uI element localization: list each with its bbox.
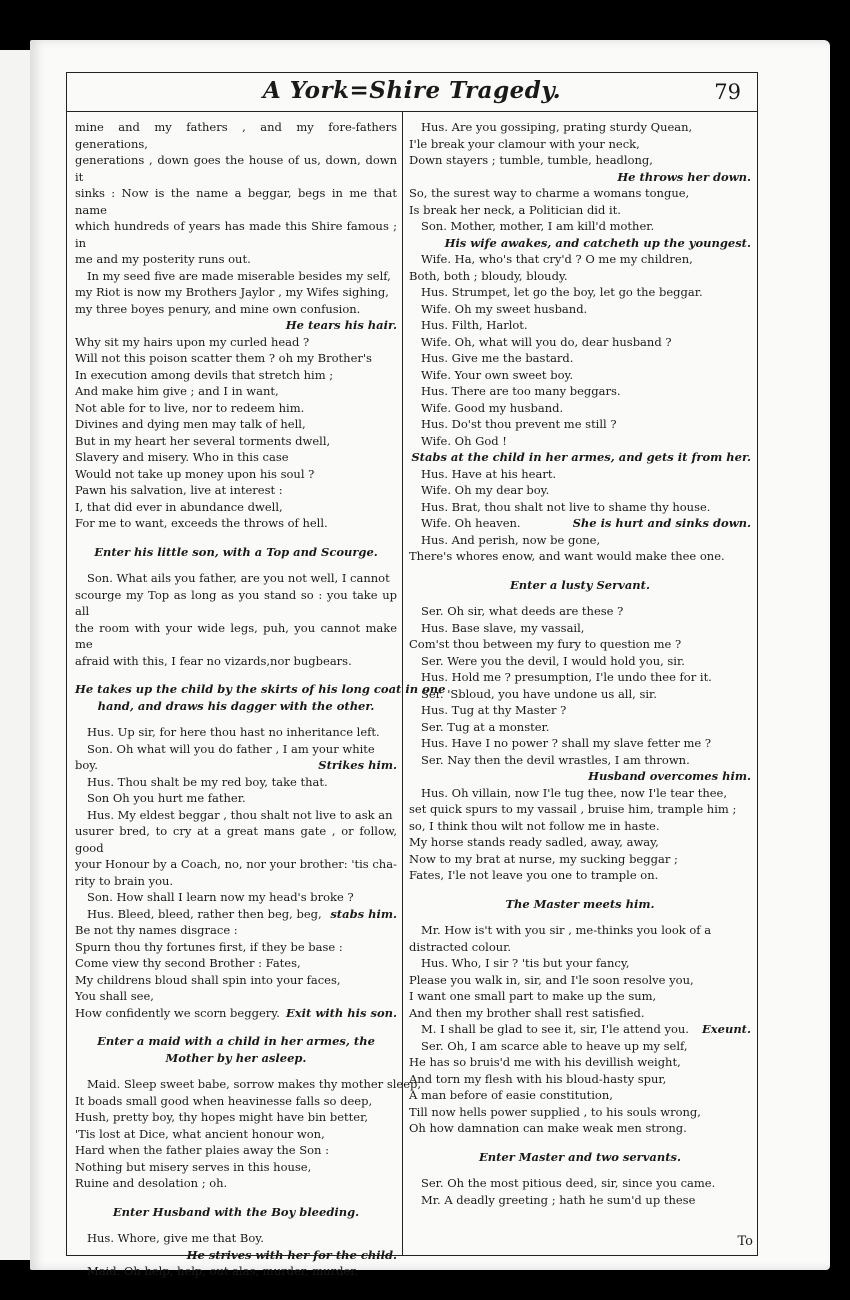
line-text: Maid. Sleep sweet babe, sorrow makes thy mother sleep, <box>87 1077 422 1091</box>
line-text: Hus. Filth, Harlot. <box>421 318 528 332</box>
line-text: It boads small good when heavinesse falls so deep, <box>75 1093 373 1108</box>
text-line <box>75 856 397 873</box>
line-text: Down stayers ; tumble, tumble, headlong, <box>409 153 653 167</box>
text-line <box>75 1175 397 1192</box>
text-line <box>75 1159 397 1176</box>
line-text: afraid with this, I fear no vizards,nor bugbears. <box>75 653 352 668</box>
line-text: Hus. Give me the bastard. <box>421 351 574 365</box>
line-text: And torn my flesh with his bloud-hasty spur, <box>409 1071 667 1086</box>
line-text: Ser. Were you the devil, I would hold you, sir. <box>421 653 685 668</box>
line-text: your Honour by a Coach, no, nor your brother: 'tis cha- <box>75 857 397 871</box>
inline-stage-direction: Strikes him. <box>318 758 397 772</box>
line-text: Hus. Do'st thou prevent me still ? <box>421 417 617 431</box>
text-line <box>75 823 397 856</box>
text-line <box>75 906 397 923</box>
text-line <box>75 119 397 152</box>
line-text: Ser. Tug at a monster. <box>421 719 550 734</box>
text-line <box>409 939 751 956</box>
text-line <box>75 350 397 367</box>
text-line <box>409 136 751 153</box>
line-text: Enter Husband with the Boy bleeding. <box>112 1204 360 1219</box>
line-text: the room with your wide legs, puh, you cannot make me <box>75 620 397 651</box>
text-line <box>409 686 751 703</box>
line-text: Hus. Who, I sir ? 'tis but your fancy, <box>421 956 630 970</box>
line-text: Stabs at the child in her armes, and gets it from her. <box>411 450 751 464</box>
line-text: Ser. Oh the most pitious deed, sir, since you came. <box>421 1176 716 1190</box>
line-text: Mr. A deadly greeting ; hath he sum'd up these <box>421 1192 696 1207</box>
line-text: Come view thy second Brother : Fates, <box>75 956 301 970</box>
text-line <box>409 499 751 516</box>
line-text: Enter his little son, with a Top and Scourge. <box>94 544 378 559</box>
stage-direction <box>75 317 397 334</box>
line-text: Hus. Are you gossiping, prating sturdy Quean, <box>421 120 693 134</box>
line-text: Hus. Whore, give me that Boy. <box>87 1231 264 1245</box>
line-text: Mother by her asleep. <box>165 1050 307 1065</box>
line-text: Divines and dying men may talk of hell, <box>75 417 306 431</box>
text-line <box>409 818 751 835</box>
text-line <box>409 785 751 802</box>
line-text: Be not thy names disgrace : <box>75 923 238 937</box>
line-text: In my seed five are made miserable besides my self, <box>87 268 391 283</box>
text-line <box>409 867 751 884</box>
running-title: A York=Shire Tragedy. <box>262 77 562 104</box>
line-text: For me to want, exceeds the throws of hell. <box>75 516 328 530</box>
line-text: me and my posterity runs out. <box>75 252 251 266</box>
text-line <box>75 988 397 1005</box>
stage-direction <box>409 235 751 252</box>
stage-direction <box>409 169 751 186</box>
line-text: My horse stands ready sadled, away, away, <box>409 835 659 849</box>
text-line <box>409 620 751 637</box>
text-line <box>409 955 751 972</box>
line-text: Son. What ails you father, are you not well, I cannot <box>87 571 390 585</box>
inline-stage-direction: Exeunt. <box>702 1022 751 1036</box>
line-text: I, that did ever in abundance dwell, <box>75 499 283 514</box>
line-text: Pawn his salvation, live at interest : <box>75 483 283 497</box>
text-line <box>75 301 397 318</box>
text-line <box>75 774 397 791</box>
text-line <box>409 301 751 318</box>
line-text: Wife. Oh my sweet husband. <box>421 301 588 316</box>
line-text: Both, both ; bloudy, bloudy. <box>409 268 568 283</box>
stage-heading <box>75 544 397 561</box>
line-text: sinks : Now is the name a beggar, begs in me that name <box>75 186 397 217</box>
line-text: And make him give ; and I in want, <box>75 384 279 398</box>
text-line <box>75 1230 397 1247</box>
text-line <box>75 807 397 824</box>
text-line <box>75 1263 397 1280</box>
text-line <box>409 367 751 384</box>
text-line <box>75 185 397 218</box>
stage-heading <box>75 1050 397 1067</box>
text-line <box>409 416 751 433</box>
text-line <box>409 1038 751 1055</box>
text-line <box>409 400 751 417</box>
line-text: He throws her down. <box>617 169 751 184</box>
line-text: scourge my Top as long as you stand so : you take up all <box>75 587 397 618</box>
line-text: Son Oh you hurt me father. <box>87 791 246 805</box>
page-header <box>67 73 757 112</box>
line-text: His wife awakes, and catcheth up the youngest. <box>444 235 751 250</box>
line-text: generations , down goes the house of us, down, down it <box>75 153 397 184</box>
stage-heading <box>75 1033 397 1050</box>
text-line <box>409 119 751 136</box>
text-line <box>75 955 397 972</box>
line-text: Why sit my hairs upon my curled head ? <box>75 334 310 349</box>
inline-stage-direction: Exit with his son. <box>286 1005 397 1020</box>
line-text: Wife. Your own sweet boy. <box>421 367 574 382</box>
line-text: He strives with her for the child. <box>186 1247 397 1262</box>
line-text: Not able for to live, nor to redeem him. <box>75 400 305 415</box>
text-line <box>409 202 751 219</box>
text-line <box>409 834 751 851</box>
line-text: Wife. Good my husband. <box>421 400 564 415</box>
line-text: He takes up the child by the skirts of his long coat in one <box>75 682 446 696</box>
stage-heading <box>409 896 751 913</box>
text-line <box>409 383 751 400</box>
text-line <box>409 719 751 736</box>
line-text: Hus. Strumpet, let go the boy, let go the beggar. <box>421 285 703 299</box>
text-line <box>409 350 751 367</box>
text-line <box>409 1104 751 1121</box>
line-text: Please you walk in, sir, and I'le soon resolve you, <box>409 972 694 987</box>
line-text: There's whores enow, and want would make thee one. <box>409 549 725 563</box>
line-text: Wife. Oh God ! <box>421 433 507 448</box>
line-text: distracted colour. <box>409 939 512 954</box>
line-text: The Master meets him. <box>505 896 655 911</box>
text-line <box>75 499 397 516</box>
line-text: Nothing but misery serves in this house, <box>75 1159 312 1174</box>
line-text: Hus. Oh villain, now I'le tug thee, now I'le tear thee, <box>421 785 727 800</box>
line-text: I want one small part to make up the sum, <box>409 989 657 1003</box>
line-text: Ser. Nay then the devil wrastles, I am thrown. <box>421 752 690 767</box>
text-line <box>75 383 397 400</box>
text-line <box>75 251 397 268</box>
line-text: Is break her neck, a Politician did it. <box>409 202 621 217</box>
line-text: hand, and draws his dagger with the other. <box>97 698 375 713</box>
line-text: Hus. Up sir, for here thou hast no inheritance left. <box>87 725 380 739</box>
line-text: Hus. There are too many beggars. <box>421 384 621 398</box>
line-text: usurer bred, to cry at a great mans gate , or follow, good <box>75 824 397 855</box>
right-column <box>409 119 751 1208</box>
line-text: Maid. Oh help, help, out alas, murder, murder. <box>87 1264 359 1278</box>
line-text: Spurn thou thy fortunes first, if they be base : <box>75 939 343 954</box>
text-line <box>409 972 751 989</box>
line-text: Son. Oh what will you do father , I am your white <box>87 741 375 756</box>
page-number: 79 <box>714 80 741 104</box>
text-line <box>409 284 751 301</box>
text-line <box>409 185 751 202</box>
stage-direction <box>409 768 751 785</box>
line-text: Oh how damnation can make weak men strong. <box>409 1121 687 1135</box>
line-text: He tears his hair. <box>285 318 397 332</box>
line-text: so, I think thou wilt not follow me in haste. <box>409 818 660 833</box>
inline-stage-direction: stabs him. <box>330 906 397 921</box>
text-line <box>409 1005 751 1022</box>
catchword: To <box>737 1234 753 1249</box>
line-text: Mr. How is't with you sir , me-thinks you look of a <box>421 923 712 937</box>
text-line <box>75 1005 397 1022</box>
text-line <box>409 851 751 868</box>
line-text: Till now hells power supplied , to his souls wrong, <box>409 1104 701 1119</box>
text-line <box>409 515 751 532</box>
line-text: Now to my brat at nurse, my sucking beggar ; <box>409 851 678 866</box>
text-line <box>409 1120 751 1137</box>
line-text: Hus. Have at his heart. <box>421 466 557 481</box>
text-line <box>75 1126 397 1143</box>
text-line <box>409 669 751 686</box>
text-line <box>75 1076 422 1093</box>
line-text: And then my brother shall rest satisfied. <box>409 1005 645 1020</box>
text-line <box>409 1192 751 1209</box>
text-line <box>75 620 397 653</box>
line-text: Ruine and desolation ; oh. <box>75 1176 228 1190</box>
line-text: But in my heart her several torments dwell, <box>75 433 331 448</box>
book-page <box>30 40 830 1278</box>
text-line <box>75 1142 397 1159</box>
stage-direction <box>409 449 751 466</box>
text-line <box>75 873 397 890</box>
text-line <box>75 400 397 417</box>
line-text: Wife. Oh my dear boy. <box>421 483 550 497</box>
stage-heading <box>409 577 751 594</box>
line-text: Wife. Oh heaven. <box>421 516 521 530</box>
stage-direction <box>75 1247 397 1264</box>
text-line <box>75 570 397 587</box>
text-line <box>409 548 751 565</box>
text-line <box>75 218 397 251</box>
text-line <box>75 1093 397 1110</box>
line-text: Hus. My eldest beggar , thou shalt not live to ask an <box>87 807 393 822</box>
line-text: M. I shall be glad to see it, sir, I'le attend you. <box>421 1022 689 1036</box>
text-line <box>409 152 751 169</box>
line-text: Hush, pretty boy, thy hopes might have bin better, <box>75 1110 368 1124</box>
line-text: my three boyes penury, and mine own confusion. <box>75 301 361 316</box>
text-line <box>75 433 397 450</box>
line-text: which hundreds of years has made this Shire famous ; in <box>75 219 397 250</box>
text-line <box>409 1087 751 1104</box>
text-line <box>409 988 751 1005</box>
text-line <box>75 724 397 741</box>
stage-heading <box>409 1149 751 1166</box>
line-text: Hard when the father plaies away the Son : <box>75 1143 329 1157</box>
line-text: Wife. Oh, what will you do, dear husband ? <box>421 334 672 349</box>
line-text: Hus. And perish, now be gone, <box>421 532 601 547</box>
text-line <box>409 268 751 285</box>
line-text: Hus. Bleed, bleed, rather then beg, beg, <box>87 906 322 921</box>
text-line <box>75 587 397 620</box>
line-text: 'Tis lost at Dice, what ancient honour won, <box>75 1126 325 1141</box>
text-line <box>409 735 751 752</box>
line-text: Ser. 'Sbloud, you have undone us all, sir. <box>421 686 657 701</box>
line-text: Hus. Base slave, my vassail, <box>421 620 585 635</box>
text-line <box>409 922 751 939</box>
text-line <box>409 1021 751 1038</box>
line-text: set quick spurs to my vassail , bruise him, trample him ; <box>409 802 737 816</box>
line-text: He has so bruis'd me with his devillish weight, <box>409 1055 681 1069</box>
text-line <box>75 284 397 301</box>
text-line <box>409 752 751 769</box>
line-text: rity to brain you. <box>75 873 174 888</box>
text-line <box>75 466 397 483</box>
text-line <box>75 152 397 185</box>
line-text: Slavery and misery. Who in this case <box>75 450 289 464</box>
line-text: I'le break your clamour with your neck, <box>409 136 640 151</box>
line-text: Will not this poison scatter them ? oh my Brother's <box>75 351 372 365</box>
text-line <box>409 482 751 499</box>
text-line <box>409 317 751 334</box>
text-line <box>409 636 751 653</box>
page-frame <box>66 72 758 1278</box>
text-line <box>409 653 751 670</box>
text-line <box>75 741 397 758</box>
text-line <box>75 482 397 499</box>
text-line <box>409 1054 751 1071</box>
line-text: Wife. Ha, who's that cry'd ? O me my children, <box>421 252 693 266</box>
stage-heading <box>75 1204 397 1221</box>
stage-heading <box>75 681 446 698</box>
text-line <box>75 889 397 906</box>
line-text: Fates, I'le not leave you one to trample on. <box>409 868 659 882</box>
text-line <box>75 334 397 351</box>
stage-heading <box>75 698 397 715</box>
line-text: boy. <box>75 758 98 772</box>
line-text: In execution among devils that stretch him ; <box>75 367 334 382</box>
line-text: Would not take up money upon his soul ? <box>75 466 315 481</box>
line-text: How confidently we scorn beggery. <box>75 1005 280 1020</box>
line-text: Hus. Tug at thy Master ? <box>421 703 567 717</box>
text-line <box>75 367 397 384</box>
line-text: Husband overcomes him. <box>588 769 751 783</box>
left-column <box>75 119 446 1280</box>
text-line <box>409 801 751 818</box>
line-text: Hus. Thou shalt be my red boy, take that. <box>87 774 328 789</box>
text-line <box>75 449 397 466</box>
line-text: Hus. Hold me ? presumption, I'le undo thee for it. <box>421 670 712 684</box>
text-line <box>75 268 397 285</box>
text-line <box>75 1109 397 1126</box>
text-line <box>409 251 751 268</box>
inline-stage-direction: She is hurt and sinks down. <box>572 516 751 530</box>
line-text: Hus. Brat, thou shalt not live to shame thy house. <box>421 499 711 514</box>
text-line <box>409 702 751 719</box>
line-text: Son. Mother, mother, I am kill'd mother. <box>421 219 655 233</box>
line-text: my Riot is now my Brothers Jaylor , my Wifes sighing, <box>75 285 389 299</box>
line-text: Hus. Have I no power ? shall my slave fetter me ? <box>421 736 712 750</box>
line-text: Enter a maid with a child in her armes, the <box>97 1034 375 1048</box>
line-text: Com'st thou between my fury to question me ? <box>409 637 682 651</box>
text-line <box>75 515 397 532</box>
text-line <box>409 1071 751 1088</box>
text-line <box>409 532 751 549</box>
text-line <box>409 334 751 351</box>
text-line <box>75 790 397 807</box>
text-line <box>409 218 751 235</box>
line-text: Enter a lusty Servant. <box>510 577 650 592</box>
text-line <box>75 416 397 433</box>
line-text: My childrens bloud shall spin into your faces, <box>75 972 341 987</box>
text-line <box>409 603 751 620</box>
line-text: Ser. Oh sir, what deeds are these ? <box>421 604 624 618</box>
text-line <box>409 466 751 483</box>
text-line <box>409 433 751 450</box>
line-text: Enter Master and two servants. <box>478 1149 682 1164</box>
line-text: So, the surest way to charme a womans tongue, <box>409 186 690 200</box>
text-line <box>75 653 397 670</box>
text-line <box>75 757 397 774</box>
text-line <box>75 972 397 989</box>
line-text: You shall see, <box>75 989 154 1003</box>
line-text: Ser. Oh, I am scarce able to heave up my self, <box>421 1038 688 1053</box>
text-line <box>75 939 397 956</box>
line-text: Son. How shall I learn now my head's broke ? <box>87 890 354 904</box>
text-line <box>75 922 397 939</box>
line-text: A man before of easie constitution, <box>409 1088 613 1102</box>
line-text: mine and my fathers , and my fore-fathers generations, <box>75 120 397 151</box>
text-line <box>409 1175 751 1192</box>
